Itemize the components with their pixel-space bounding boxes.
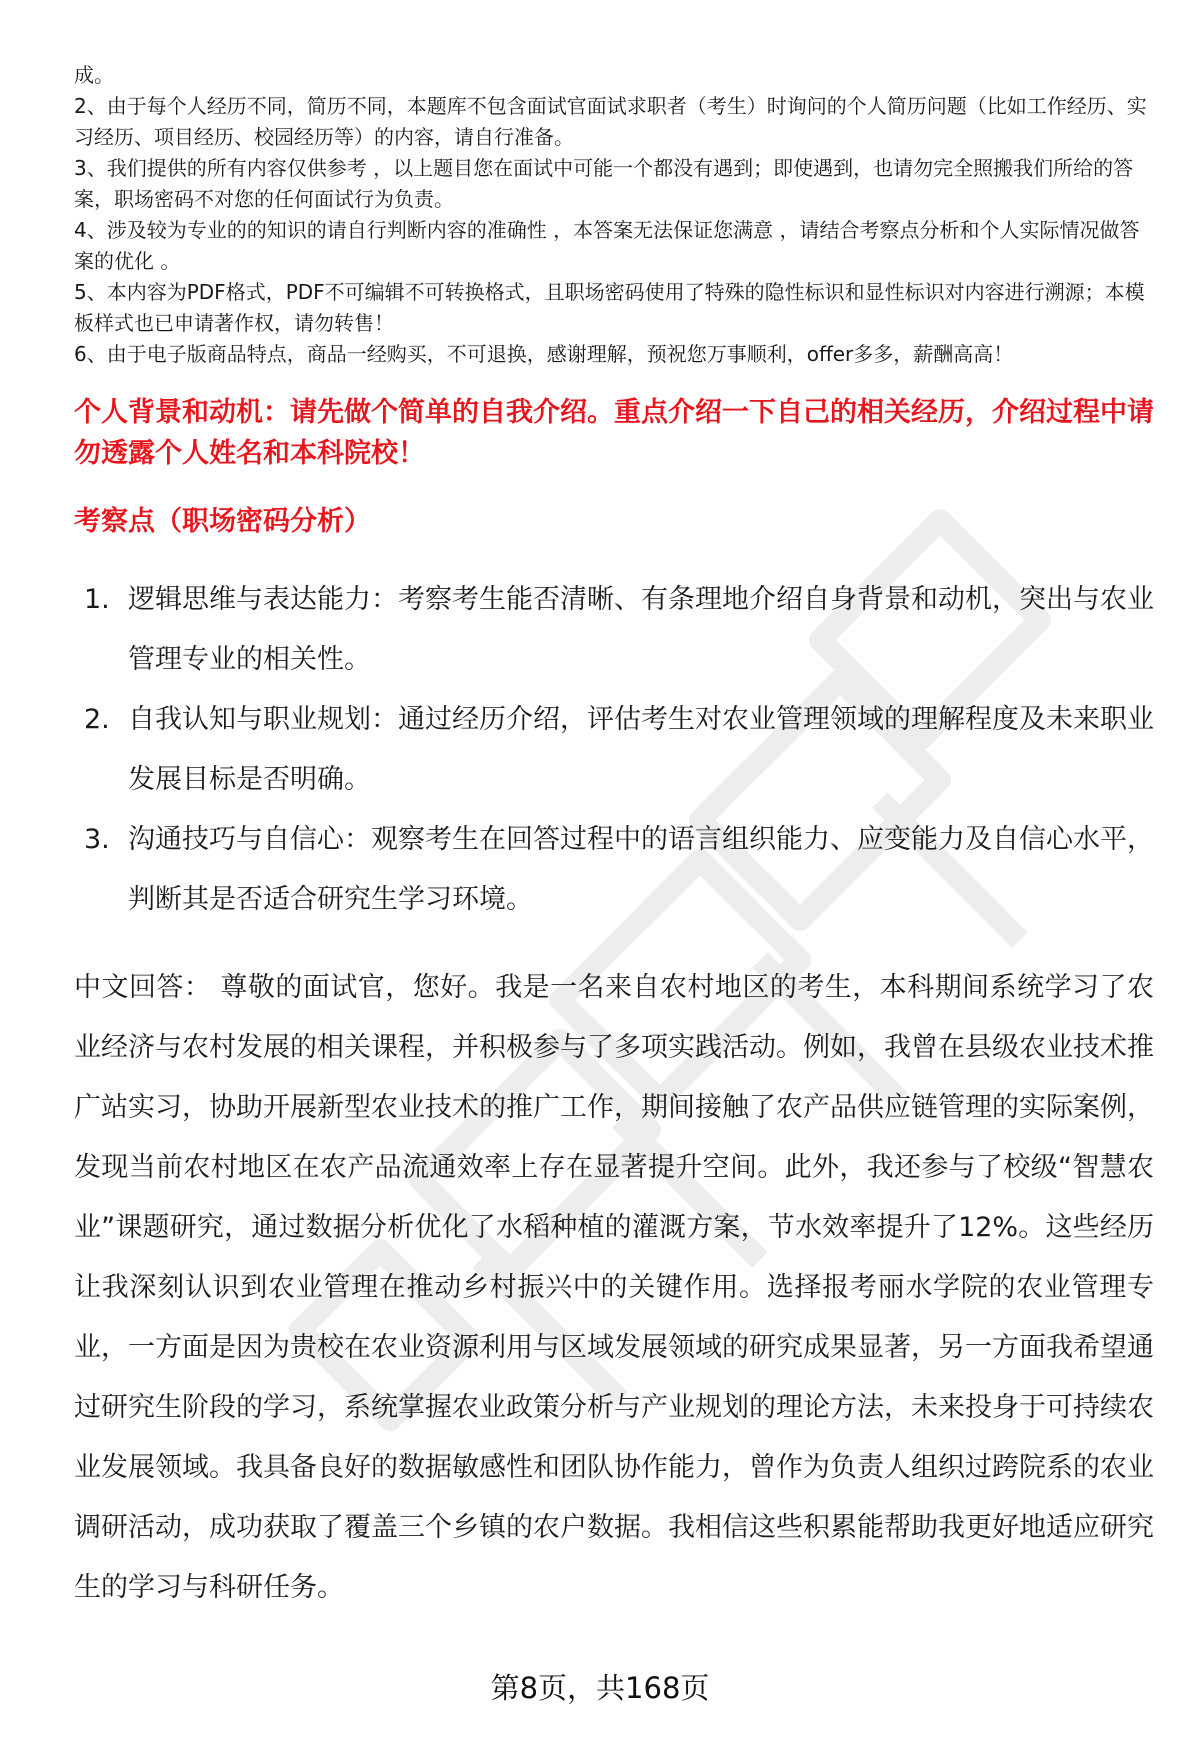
list-item xyxy=(74,810,1154,930)
list-item-number: 1. xyxy=(84,584,110,615)
interview-question: 个人背景和动机：请先做个简单的自我介绍。重点介绍一下自己的相关经历，介绍过程中请勿透露个人姓名和本科院校！ xyxy=(74,397,1154,469)
notes-section xyxy=(74,60,1154,370)
page-number-footer: 第8页，共168页 xyxy=(490,1671,710,1705)
section-title: 考察点（职场密码分析） xyxy=(74,506,371,537)
note-item: 4、涉及较为专业的的知识的请自行判断内容的准确性 ，本答案无法保证您满意 ，请结合考察点分析和个人实际情况做答案的优化 。 xyxy=(74,218,1140,273)
assessment-points-list xyxy=(74,570,1154,930)
note-item: 6、由于电子版商品特点，商品一经购买，不可退换，感谢理解，预祝您万事顺利，offer多多，薪酬高高！ xyxy=(74,342,1014,366)
answer-paragraph: 中文回答： 尊敬的面试官，您好。我是一名来自农村地区的考生，本科期间系统学习了农业经济与农村发展的相关课程，并积极参与了多项实践活动。例如，我曾在县级农业技术推广站实习，协助开展新型农业技术的推广工作，期间接触了农产品供应链管理的实际案例，发现当前农村地区在农产品流通效率上存在显著提升空间。此外，我还参与了校级“智慧农业”课题研究，通过数据分析优化了水稻种植的灌溉方案，节水效率提升了12%。这些经历让我深刻认识到农业管理在推动乡村振兴中的关键作用。选择报考丽水学院的农业管理专业，一方面是因为贵校在农业资源利用与区域发展领域的研究成果显著，另一方面我希望通过研究生阶段的学习，系统掌握农业政策分析与产业规划的理论方法，未来投身于可持续农业发展领域。我具备良好的数据敏感性和团队协作能力，曾作为负责人组织过跨院系的农业调研活动，成功获取了覆盖三个乡镇的农户数据。我相信这些积累能帮助我更好地适应研究生的学习与科研任务。 xyxy=(74,972,1154,1603)
list-item-number: 2. xyxy=(84,704,110,735)
page-content xyxy=(74,60,1154,1618)
list-item xyxy=(74,690,1154,810)
note-item: 2、由于每个人经历不同，简历不同，本题库不包含面试官面试求职者（考生）时询问的个人简历问题（比如工作经历、实习经历、项目经历、校园经历等）的内容，请自行准备。 xyxy=(74,94,1147,149)
note-item: 5、本内容为PDF格式，PDF不可编辑不可转换格式，且职场密码使用了特殊的隐性标识和显性标识对内容进行溯源；本模板样式也已申请著作权，请勿转售！ xyxy=(74,280,1145,335)
list-item-text: 沟通技巧与自信心：观察考生在回答过程中的语言组织能力、应变能力及自信心水平，判断其是否适合研究生学习环境。 xyxy=(128,824,1154,915)
list-item xyxy=(74,570,1154,690)
list-item-text: 自我认知与职业规划：通过经历介绍，评估考生对农业管理领域的理解程度及未来职业发展目标是否明确。 xyxy=(128,704,1154,795)
list-item-number: 3. xyxy=(84,824,110,855)
note-item: 成。 xyxy=(74,63,114,87)
list-item-text: 逻辑思维与表达能力：考察考生能否清晰、有条理地介绍自身背景和动机，突出与农业管理专业的相关性。 xyxy=(128,584,1154,675)
note-item: 3、我们提供的所有内容仅供参考 ，以上题目您在面试中可能一个都没有遇到；即使遇到，也请勿完全照搬我们所给的答案，职场密码不对您的任何面试行为负责。 xyxy=(74,156,1134,211)
